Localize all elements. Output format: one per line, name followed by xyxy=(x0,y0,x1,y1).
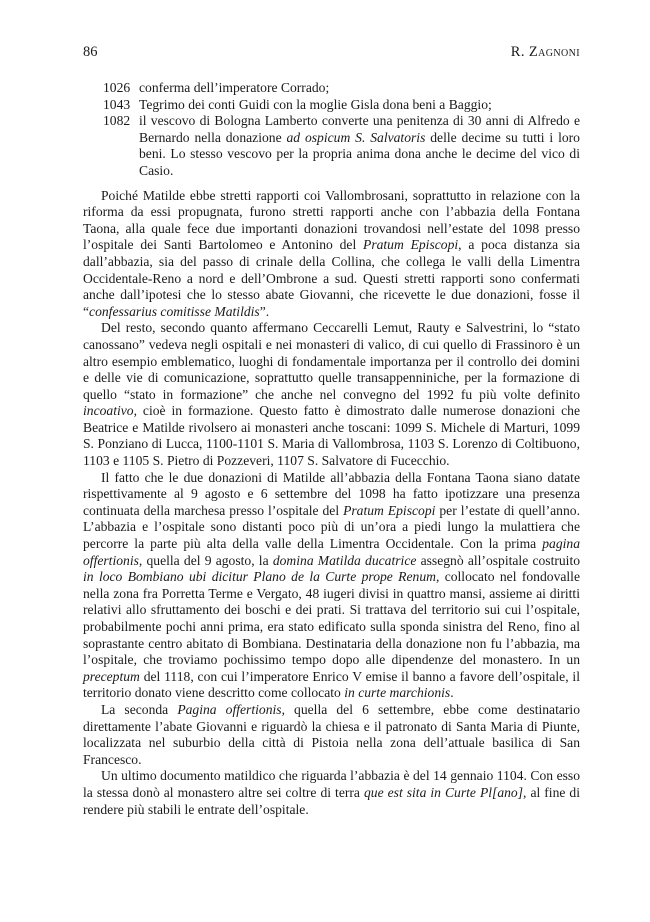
text-run: del 1118, con cui l’imperatore Enrico V emise il banno a favore dell’ospitale, il territorio donato viene descritto come collocato xyxy=(83,668,580,701)
text-run: Poiché Matilde ebbe stretti rapporti coi Vallombrosani, soprattutto in relazione con la riforma da essi propugnata, furono stretti rapporti anche con l’abbazia della Fontana Taona, alla quale fece due importanti donazioni trovandosi nell’estate del 1098 presso l’ospitale dei Santi Bartolomeo e Antonino del xyxy=(83,187,580,253)
page-header xyxy=(83,44,580,64)
latin-phrase: domina Matilda ducatrice xyxy=(272,552,417,568)
text-run: La seconda xyxy=(101,701,178,717)
latin-phrase: ad ospicum S. Salvatoris xyxy=(286,129,426,145)
latin-phrase: Pagina offertionis xyxy=(177,701,282,717)
chronology-entry xyxy=(103,80,580,97)
chronology-entry xyxy=(103,113,580,179)
latin-phrase: Pratum Episcopi xyxy=(343,502,436,518)
text-run: , quella del 9 agosto, la xyxy=(138,552,273,568)
paragraph xyxy=(83,320,580,469)
text-run: il vescovo di Bologna Lamberto converte una penitenza di 30 anni di Alfredo e Bernardo nella donazione xyxy=(139,113,580,145)
paragraph xyxy=(83,702,580,768)
entry-text xyxy=(139,80,580,97)
text-run: Del resto, secondo quanto affermano Ceccarelli Lemut, Rauty e Salvestrini, lo “stato canossano” vedeva negli ospitali e nei monasteri di valico, di cui quello di Frassinoro è un altro esempio emblematico, luoghi di fondamentale importanza per il controllo dei domini e delle vie di comunicazione, soprattutto quelle transappenniniche, per la formazione di quello “stato in formazione” che anche nel convegno del 1992 fu più volte definito xyxy=(83,320,580,402)
text-run: , collocato nel fondovalle nella zona fra Porretta Terme e Vergato, 48 iugeri divisi in quattro mansi, assieme ai diritti relativi allo sfruttamento dei boschi e dei prati. Si trattava del territorio sui cui l’ospitale, probabilmente pochi anni prima, era stato edificato sulla sponda sinistra del Reno, fino al soprastante centro abitato di Bombiana. Destinataria della donazione non fu l’abbazia, ma l’ospitale, che troviamo pochissimo tempo dopo alle dipendenze del monastero. In un xyxy=(83,569,580,668)
latin-phrase: confessarius comitisse Matildis xyxy=(89,303,260,319)
latin-phrase: Pratum Episcopi xyxy=(363,237,459,253)
paragraph xyxy=(83,188,580,321)
latin-phrase: que est sita in Curte Pl[ano] xyxy=(363,784,524,800)
paragraph xyxy=(83,768,580,818)
body-text xyxy=(83,80,580,818)
chronology-entry xyxy=(103,97,580,114)
text-run: assegnò all’ospitale costruito xyxy=(416,552,581,568)
entry-text xyxy=(139,113,580,179)
entry-year: 1026 xyxy=(103,80,131,95)
running-head-author: R. Zagnoni xyxy=(510,44,580,60)
text-run: , quella del 6 settembre, ebbe come destinatario direttamente l’abate Giovanni e riguardò la chiesa e il patronato di Santa Maria di Piunte, localizzata nel suburbio della città di Pistoia nella zona dell’attuale basilica di San Francesco. xyxy=(83,701,580,767)
entry-year: 1043 xyxy=(103,96,131,112)
page-number: 86 xyxy=(83,44,98,60)
text-run: Un ultimo documento matildico che riguarda l’abbazia è del 14 gennaio 1104. Con esso la stessa donò al monastero altre sei coltre di terra xyxy=(83,768,580,800)
latin-phrase: in curte marchionis xyxy=(344,685,451,701)
text-run: Tegrimo dei conti Guidi con la moglie Gisla dona beni a Baggio; xyxy=(139,96,492,112)
entry-text xyxy=(139,97,580,114)
latin-phrase: pagina offertionis xyxy=(83,536,580,568)
text-run: , al fine di rendere più stabili le entrate dell’ospitale. xyxy=(83,784,580,817)
text-run: delle decime su tutti i loro beni. Lo stesso vescovo per la propria anima dona anche le decime del vico di Casio. xyxy=(139,129,580,178)
chronology-list xyxy=(103,80,580,180)
text-run: per l’estate di quell’anno. L’abbazia e l’ospitale sono distanti poco più di un’ora a piedi lungo la mulattiera che percorre la parte più alta della valle della Limentra Occidentale. Con la prima xyxy=(83,502,580,552)
latin-phrase: preceptum xyxy=(83,668,140,684)
text-run: . xyxy=(450,685,454,701)
text-run: Il fatto che le due donazioni di Matilde all’abbazia della Fontana Taona siano datate rispettivamente al 9 agosto e 6 settembre del 1098 ha fatto ipotizzare una presenza continuata della marchesa presso l’ospitale del xyxy=(83,469,580,518)
text-run: ”. xyxy=(259,303,270,319)
latin-phrase: incoativo xyxy=(83,403,134,419)
paragraph xyxy=(83,470,580,702)
text-run: , cioè in formazione. Questo fatto è dimostrato dalle numerose donazioni che Beatrice e Matilde rivolsero ai monasteri anche toscani: 1099 S. Michele di Marturi, 1099 S. Ponziano di Lucca, 1100-1101 S. Maria di Vallombrosa, 1103 S. Lorenzo di Coltibuono, 1103 e 1105 S. Pietro di Pozzeveri, 1107 S. Salvatore di Fucecchio. xyxy=(83,403,580,469)
text-run: , a poca distanza sia dall’abbazia, sia del passo di crinale della Collina, che collega le valli della Limentra Occidentale-Reno a nord e dell’Ombrone a sud. Questi stretti rapporti sono confermati anche dall’ipotesi che lo stesso abate Giovanni, che ricevette le due donazioni, fosse il “ xyxy=(83,237,580,319)
latin-phrase: in loco Bombiano ubi dicitur Plano de la Curte prope Renum xyxy=(83,569,436,585)
text-run: conferma dell’imperatore Corrado; xyxy=(139,80,330,95)
entry-year: 1082 xyxy=(103,113,131,129)
